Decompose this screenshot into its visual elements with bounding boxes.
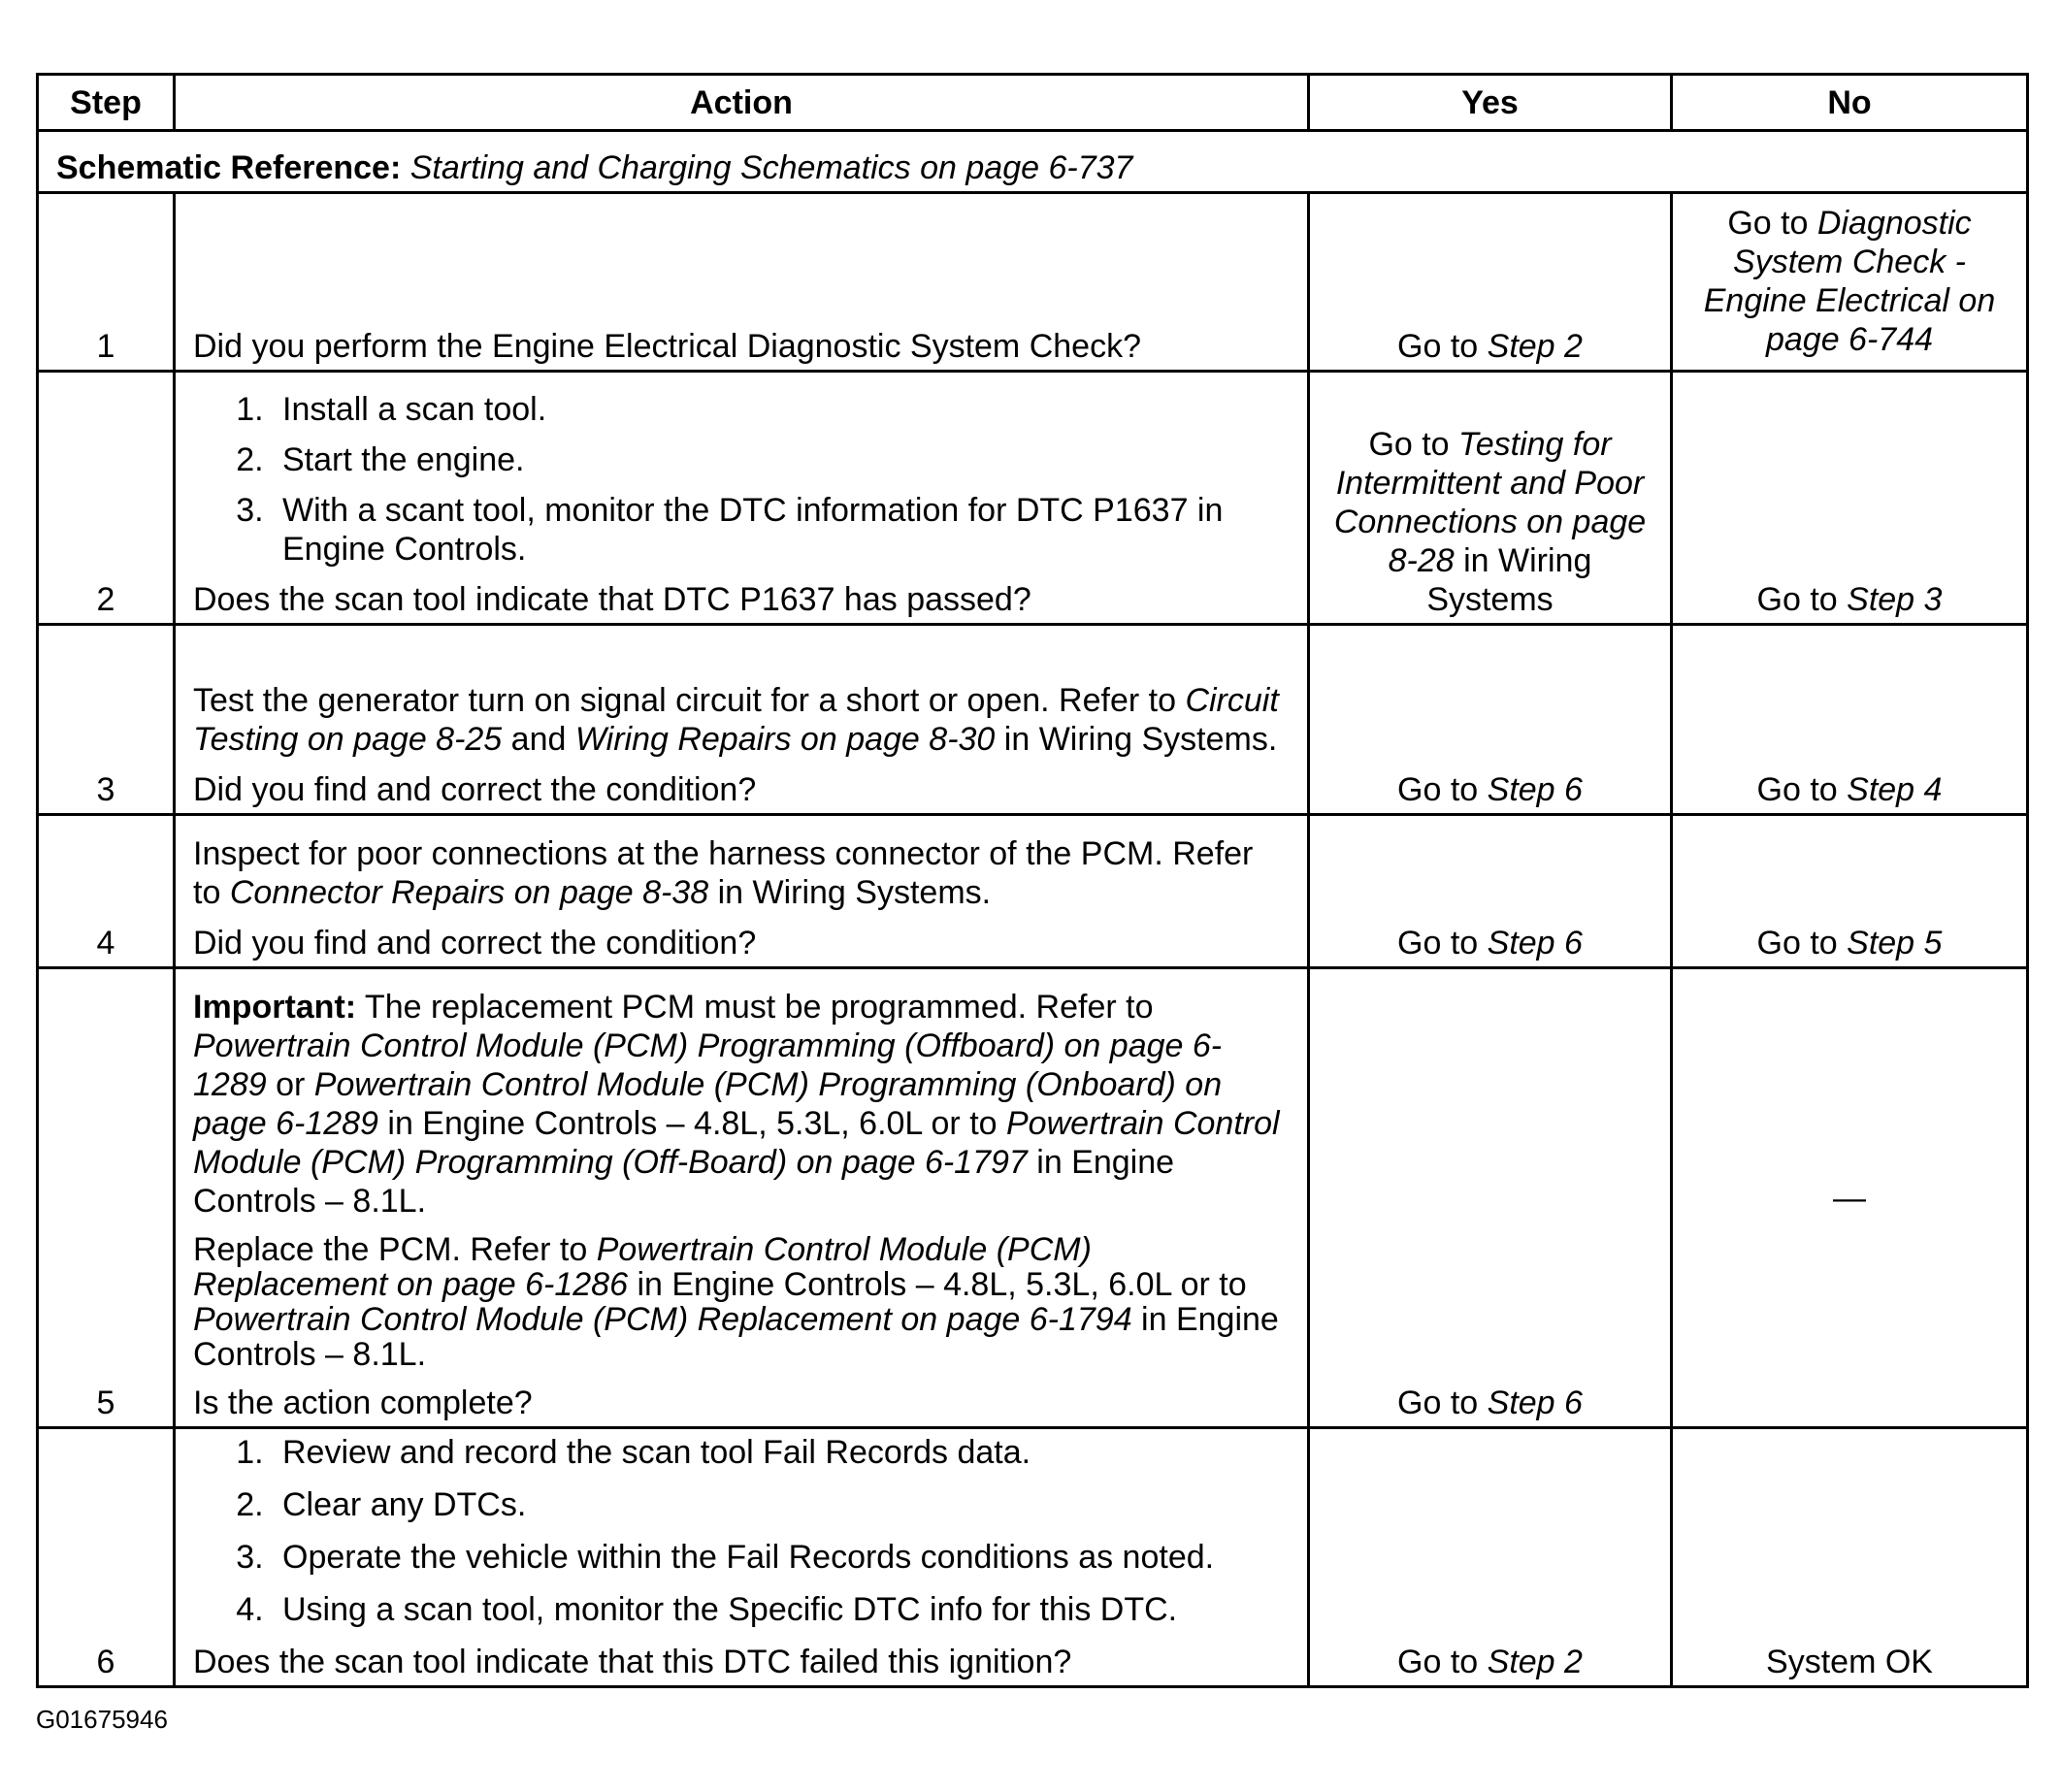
no-cell	[1672, 193, 2028, 372]
yes-prefix: Go to	[1397, 1644, 1488, 1680]
no-cell	[1672, 815, 2028, 968]
step-number: 1	[38, 193, 175, 372]
text-run: in Engine Controls – 8.1L.	[193, 1144, 1175, 1220]
action-cell	[175, 193, 1309, 372]
step-number: 5	[38, 968, 175, 1428]
diagnostic-table	[36, 73, 2029, 1688]
reference-link[interactable]: Powertrain Control Module (PCM) Programming (Offboard) on page 6-1289	[193, 1027, 1223, 1103]
yes-prefix: Go to	[1397, 328, 1488, 365]
no-cell	[1672, 372, 2028, 625]
no-prefix: Go to	[1756, 771, 1848, 808]
figure-id: G01675946	[36, 1705, 168, 1734]
table-row	[38, 1428, 2028, 1687]
header-row	[38, 75, 2028, 131]
yes-prefix: Go to	[1397, 925, 1488, 961]
no-link[interactable]: Step 4	[1847, 771, 1943, 808]
yes-link[interactable]: Step 2	[1487, 1644, 1583, 1680]
yes-cell	[1309, 1428, 1672, 1687]
reference-link[interactable]: Connector Repairs on page 8-38	[229, 874, 709, 911]
header-step: Step	[38, 75, 175, 131]
yes-link[interactable]: Step 2	[1487, 328, 1583, 365]
no-prefix: Go to	[1756, 925, 1848, 961]
text-run: The replacement PCM must be programmed. Refer to	[356, 989, 1154, 1026]
procedure-list	[193, 1433, 1290, 1629]
list-item: 4. Using a scan tool, monitor the Specific DTC info for this DTC.	[273, 1590, 1290, 1629]
yes-link[interactable]: Testing for Intermittent and Poor Connections on page 8-28	[1333, 426, 1647, 579]
text-run: Test the generator turn on signal circuit for a short or open. Refer to	[193, 682, 1186, 719]
list-item: 2. Start the engine.	[273, 440, 1290, 479]
action-cell	[175, 815, 1309, 968]
no-prefix: Go to	[1756, 581, 1848, 618]
step-number: 4	[38, 815, 175, 968]
table-row	[38, 193, 2028, 372]
no-prefix: Go to	[1727, 205, 1817, 242]
schematic-reference-row	[38, 131, 2028, 193]
yes-link[interactable]: Step 6	[1487, 771, 1583, 808]
question-text: Is the action complete?	[193, 1385, 533, 1421]
question-text: Did you find and correct the condition?	[193, 925, 757, 961]
list-item: 3. Operate the vehicle within the Fail Records conditions as noted.	[273, 1538, 1290, 1577]
important-label: Important:	[193, 989, 357, 1026]
reference-link[interactable]: Wiring Repairs on page 8-30	[574, 721, 996, 758]
procedure-list	[193, 390, 1290, 569]
header-action: Action	[175, 75, 1309, 131]
header-yes: Yes	[1309, 75, 1672, 131]
yes-cell	[1309, 968, 1672, 1428]
question-text: Does the scan tool indicate that DTC P1637 has passed?	[193, 581, 1031, 618]
yes-cell	[1309, 625, 1672, 815]
schematic-link[interactable]: Starting and Charging Schematics on page 6-737	[409, 149, 1133, 186]
table-row	[38, 625, 2028, 815]
no-cell: System OK	[1672, 1428, 2028, 1687]
text-run: in Engine Controls – 8.1L.	[193, 1301, 1279, 1373]
step-number: 3	[38, 625, 175, 815]
text-run: in Engine Controls – 4.8L, 5.3L, 6.0L or to	[628, 1266, 1247, 1303]
reference-link[interactable]: Circuit Testing on page 8-25	[193, 682, 1279, 758]
action-cell	[175, 372, 1309, 625]
yes-link[interactable]: Step 6	[1487, 925, 1583, 961]
text-run: and	[502, 721, 575, 758]
yes-prefix: Go to	[1397, 771, 1488, 808]
step-number: 6	[38, 1428, 175, 1687]
text-run: in Engine Controls – 4.8L, 5.3L, 6.0L or to	[377, 1105, 1006, 1142]
schematic-reference	[38, 131, 2028, 193]
text-run: Replace the PCM. Refer to	[193, 1231, 597, 1268]
action-cell	[175, 1428, 1309, 1687]
action-cell	[175, 625, 1309, 815]
instruction-text	[193, 681, 1290, 759]
question-text: Did you perform the Engine Electrical Diagnostic System Check?	[193, 328, 1141, 365]
instruction-text	[193, 834, 1290, 912]
step-number: 2	[38, 372, 175, 625]
schematic-label: Schematic Reference:	[56, 149, 402, 186]
yes-prefix: Go to	[1368, 426, 1459, 463]
list-item: 3. With a scant tool, monitor the DTC information for DTC P1637 in Engine Controls.	[273, 491, 1290, 569]
question-text: Does the scan tool indicate that this DTC failed this ignition?	[193, 1644, 1072, 1680]
reference-link[interactable]: Powertrain Control Module (PCM) Replacement on page 6-1794	[193, 1301, 1132, 1338]
list-item: 1. Review and record the scan tool Fail Records data.	[273, 1433, 1290, 1472]
reference-link[interactable]: Powertrain Control Module (PCM) Replacement on page 6-1286	[193, 1231, 1092, 1303]
yes-prefix: Go to	[1397, 1385, 1488, 1421]
yes-cell	[1309, 193, 1672, 372]
no-link[interactable]: Step 3	[1847, 581, 1943, 618]
no-link[interactable]: Diagnostic System Check - Engine Electrical on page 6-744	[1703, 205, 1996, 358]
text-run: Inspect for poor connections at the harness connector of the PCM. Refer to	[193, 835, 1254, 911]
text-run: in Wiring Systems.	[995, 721, 1278, 758]
yes-cell	[1309, 372, 1672, 625]
text-run: in Wiring Systems.	[708, 874, 992, 911]
no-cell: —	[1672, 968, 2028, 1428]
table-row	[38, 968, 2028, 1428]
text-run: or	[266, 1066, 314, 1103]
yes-cell	[1309, 815, 1672, 968]
action-cell	[175, 968, 1309, 1428]
no-link[interactable]: Step 5	[1847, 925, 1943, 961]
yes-link[interactable]: Step 6	[1487, 1385, 1583, 1421]
table-row	[38, 815, 2028, 968]
header-no: No	[1672, 75, 2028, 131]
important-note	[193, 988, 1290, 1221]
reference-link[interactable]: Powertrain Control Module (PCM) Programming (Onboard) on page 6-1289	[193, 1066, 1223, 1142]
reference-link[interactable]: Powertrain Control Module (PCM) Programming (Off-Board) on page 6-1797	[193, 1105, 1280, 1181]
list-item: 2. Clear any DTCs.	[273, 1485, 1290, 1524]
question-text: Did you find and correct the condition?	[193, 771, 757, 808]
table-row	[38, 372, 2028, 625]
list-item: 1. Install a scan tool.	[273, 390, 1290, 429]
instruction-text	[193, 1232, 1290, 1372]
yes-suffix: in Wiring Systems	[1426, 542, 1592, 618]
no-cell	[1672, 625, 2028, 815]
